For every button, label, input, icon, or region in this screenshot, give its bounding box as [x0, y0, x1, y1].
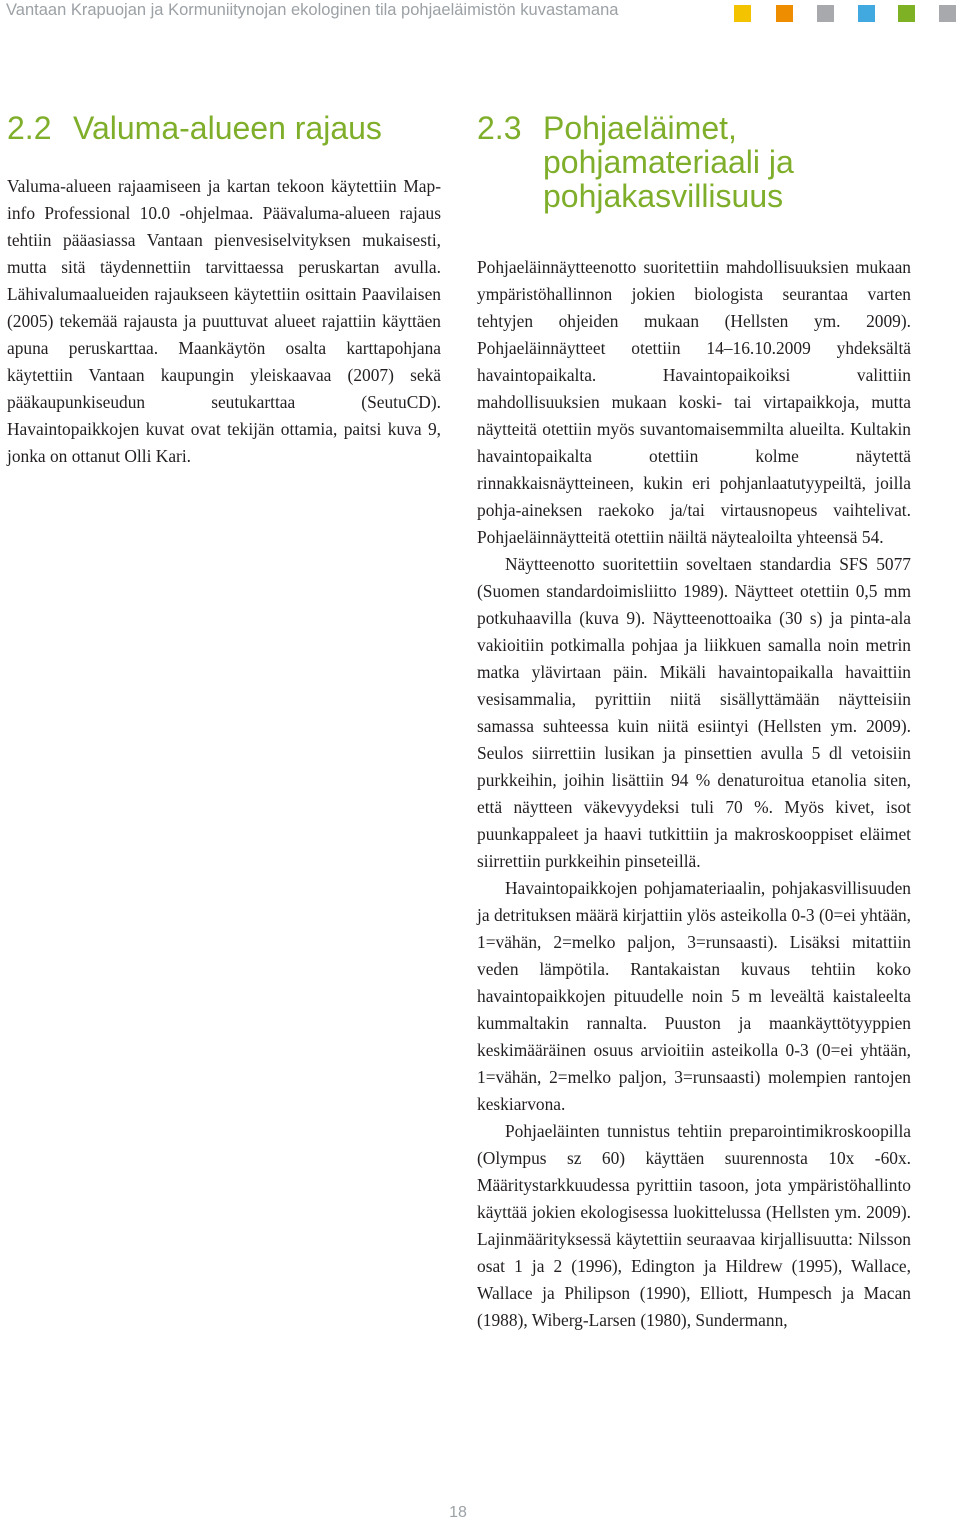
- section-2-2-paragraph: Valuma-alueen rajaamiseen ja kartan tekoon käytettiin Map-info Professional 10.0 -ohjelmaa. Päävaluma-alueen rajaus tehtiin pääasiassa Vantaan pienvesiselvityksen mukaisesti, mutta sitä täydennettiin tarvittaessa peruskartan avulla. Lähivalumaalueiden rajaukseen käytettiin osittain Paavilaisen (2005) tekemää rajausta ja puuttuvat alueet rajattiin käyttäen apuna peruskarttaa. Maankäytön osalta karttapohjana käytettiin Vantaan kaupungin yleiskaavaa (2007) sekä pääkaupunkiseudun seutukarttaa (SeutuCD). Havaintopaikkojen kuvat ovat tekijän ottamia, paitsi kuva 9, jonka on ottanut Olli Kari.: [7, 176, 441, 466]
- section-2-3-paragraph-1: Pohjaeläinnäytteenotto suoritettiin mahdollisuuksien mukaan ympäristöhallinnon jokien biologista seurantaa varten tehtyjen ohjeiden mukaan (Hellsten ym. 2009). Pohjaeläinnäytteet otettiin 14–16.10.2009 yhdeksältä havaintopaikalta. Havaintopaikoiksi valittiin mahdollisuuksien mukaan koski- tai virtapaikkoja, mutta näytteitä otettiin myös suvantomaisemmilta alueilta. Kultakin havaintopaikalta otettiin kolme näytettä rinnakkaisnäytteineen, kukin eri pohjanlaatutyypeiltä, joilla pohja-aineksen raekoko ja/tai virtausnopeus vaihtelivat. Pohjaeläinnäytteitä otettiin näiltä näytealoilta yhteensä 54.: [477, 257, 911, 547]
- decor-square-green: [898, 5, 915, 22]
- decor-square-grey: [817, 5, 834, 22]
- decor-square-grey-2: [939, 5, 956, 22]
- section-2-2-body: [7, 173, 441, 470]
- decor-square-orange: [776, 5, 793, 22]
- decor-square-blue: [858, 5, 875, 22]
- section-2-3-heading: [477, 111, 817, 213]
- section-2-2-title: Valuma-alueen rajaus: [73, 110, 382, 146]
- section-2-3-body: [477, 254, 911, 1334]
- page-number: 18: [449, 1504, 467, 1521]
- section-2-2-number: 2.2: [7, 110, 52, 146]
- decor-square-yellow: [734, 5, 751, 22]
- section-2-3-number: 2.3: [477, 110, 522, 146]
- header-decor-squares: [0, 5, 960, 22]
- section-2-3-title: Pohjaeläimet, pohjamateriaali ja pohjakasvillisuus: [543, 110, 794, 214]
- section-2-3-paragraph-4: Pohjaeläinten tunnistus tehtiin preparointimikroskoopilla (Olympus sz 60) käyttäen suurennosta 10x -60x. Määritystarkkuudessa pyrittiin tasoon, jota ympäristöhallinto käyttää jokien ekologisessa luokittelussa (Hellsten ym. 2009). Lajinmäärityksessä käytettiin seuraavaa kirjallisuutta: Nilsson osat 1 ja 2 (1996), Edington ja Hildrew (1995), Wallace, Wallace ja Philipson (1990), Elliott, Humpesch ja Macan (1988), Wiberg-Larsen (1980), Sundermann,: [477, 1121, 911, 1330]
- section-2-3-paragraph-3: Havaintopaikkojen pohjamateriaalin, pohjakasvillisuuden ja detrituksen määrä kirjattiin ylös asteikolla 0-3 (0=ei yhtään, 1=vähän, 2=melko paljon, 3=runsaasti). Lisäksi mitattiin veden lämpötila. Rantakaistan kuvaus tehtiin koko havaintopaikkojen pituudelle noin 5 m leveältä kaistaleelta kummaltakin rannalta. Puuston ja maankäyttötyyppien keskimääräinen osuus arvioitiin asteikolla 0-3 (0=ei yhtään, 1=vähän, 2=melko paljon, 3=runsaasti) molempien rantojen keskiarvona.: [477, 878, 911, 1114]
- running-header: Vantaan Krapuojan ja Kormuniitynojan ekologinen tila pohjaeläimistön kuvastamana: [6, 1, 619, 19]
- section-2-3-paragraph-2: Näytteenotto suoritettiin soveltaen standardia SFS 5077 (Suomen standardoimisliitto 1989). Näytteet otettiin 0,5 mm potkuhaavilla (kuva 9). Näytteenottoaika (30 s) ja pinta-ala vakioitiin potkimalla pohjaa ja liikkuen samalla noin metrin matka ylävirtaan päin. Mikäli havaintopaikalla havaittiin vesisammalia, pyrittiin niitä sisällyttämään näytteisiin samassa suhteessa kuin niitä esiintyi (Hellsten ym. 2009). Seulos siirrettiin lusikan ja pinsettien avulla 5 dl vetoisiin purkkeihin, joihin lisättiin 94 % denaturoitua etanolia siten, että näytteen väkevyydeksi tuli 70 %. Myös kivet, isot puunkappaleet ja haavi tutkittiin ja makroskooppiset eläimet siirrettiin purkkeihin pinseteillä.: [477, 554, 911, 871]
- section-2-2-heading: [7, 111, 441, 145]
